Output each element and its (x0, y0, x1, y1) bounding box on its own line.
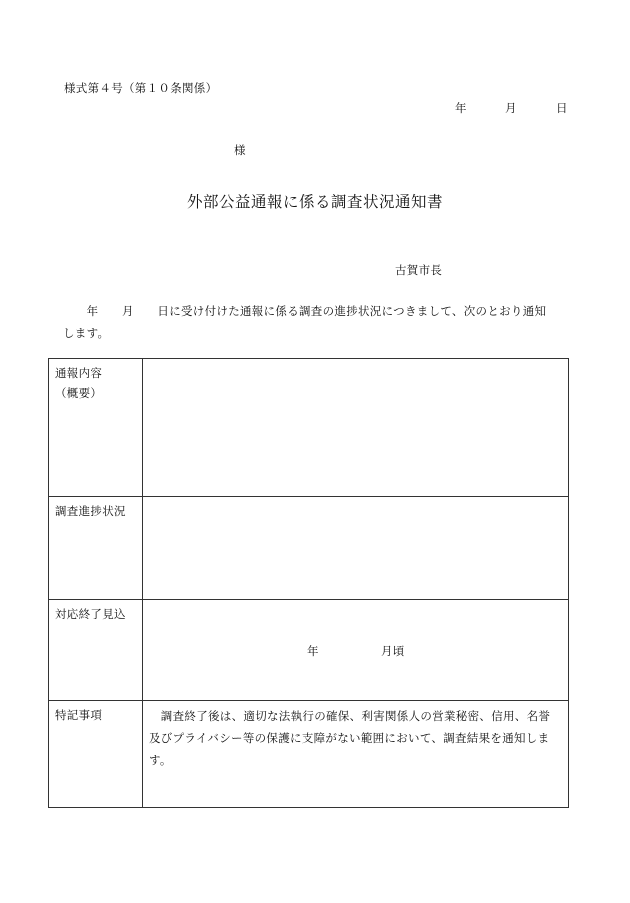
notes-line: 調査終了後は、適切な法執行の確保、利害関係人の営業秘密、信用、名誉 (149, 709, 551, 723)
date-year: 年 (455, 101, 467, 115)
progress-label-cell (49, 497, 143, 600)
date-line (455, 100, 568, 116)
completion-label-cell (49, 600, 143, 701)
document-title: 外部公益通報に係る調査状況通知書 (186, 193, 443, 211)
date-month: 月 (505, 101, 517, 115)
notes-line: 及びプライバシー等の保護に支障がない範囲において、調査結果を通知しま (149, 731, 550, 745)
table-row-notes (49, 701, 569, 808)
completion-label: 対応終了見込 (55, 607, 126, 621)
table-row-completion (49, 600, 569, 701)
report-table (48, 358, 569, 808)
date-day: 日 (556, 101, 568, 115)
table-row-progress (49, 497, 569, 600)
summary-label: 通報内容 (55, 366, 103, 380)
notes-label: 特記事項 (55, 708, 103, 722)
body-text-line: 年 月 日に受け付けた通報に係る調査の進捗状況につきまして、次のとおり通知 (63, 304, 547, 318)
table-row-summary (49, 359, 569, 497)
completion-year: 年 (307, 644, 319, 658)
completion-month: 月頃 (381, 644, 405, 658)
addressee-suffix: 様 (234, 143, 246, 157)
summary-label-cell (49, 359, 143, 497)
sender-name: 古賀市長 (395, 263, 443, 277)
completion-field[interactable] (143, 600, 569, 701)
notes-line: す。 (149, 753, 172, 767)
summary-field[interactable] (143, 359, 569, 497)
body-text (63, 300, 573, 344)
notes-text (143, 701, 569, 808)
notes-label-cell (49, 701, 143, 808)
progress-label: 調査進捗状況 (55, 504, 126, 518)
form-number: 様式第４号（第１０条関係） (64, 81, 218, 95)
summary-label-sub: （概要） (55, 386, 103, 400)
progress-field[interactable] (143, 497, 569, 600)
body-text-line: します。 (63, 326, 110, 340)
